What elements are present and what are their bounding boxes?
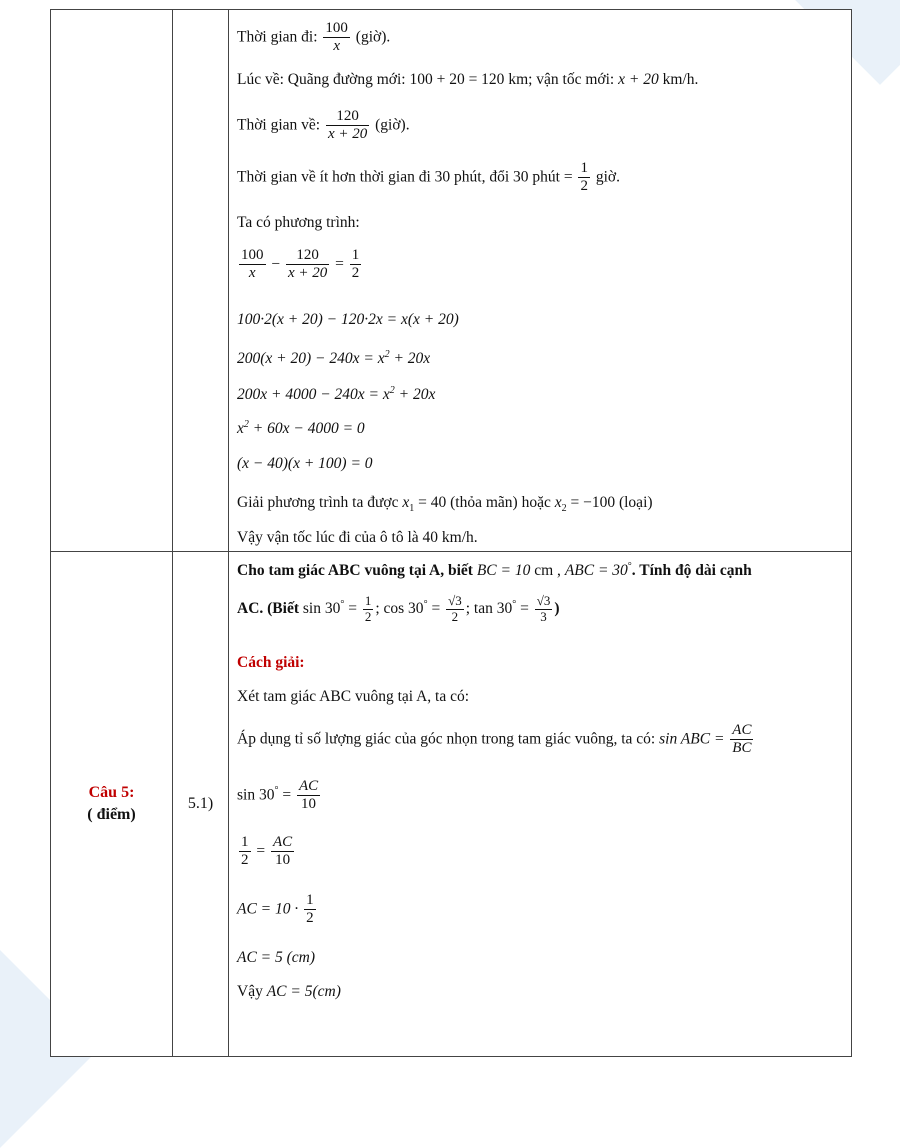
math: x + 20 [618,71,659,88]
equation-6: (x − 40)(x + 100) = 0 [237,455,373,472]
numerator: 1 [304,892,316,910]
degree: ° [512,598,517,610]
denominator: x [248,265,256,282]
fraction [578,160,590,196]
text: Giải phương trình ta được [237,494,399,511]
math: sin 30 [302,600,341,617]
math: 200(x + 20) − 240x = x [237,350,385,368]
text: giờ. [595,168,620,186]
fraction [535,594,553,625]
fraction [239,247,266,283]
solution-cell-part-a [229,10,852,552]
denominator: 2 [580,178,588,195]
solution-table [50,9,852,1057]
solution-step-2 [237,722,755,758]
text: Vậy [237,983,263,1000]
text: Thời gian về ít hơn thời gian đi 30 phút, đổi 30 phút [237,168,560,186]
math: ; tan 30 [465,600,513,617]
math: − [271,255,281,273]
math: BC = 10 [476,562,531,580]
exponent: 2 [389,385,395,396]
math: AC = 5(cm) [266,983,341,1000]
math: + 20x [398,386,436,404]
fraction [323,20,350,56]
sub-label-cell [173,552,229,1057]
denominator: x + 20 [327,126,368,143]
math: x [402,494,410,511]
denominator: BC [732,740,752,757]
text: Ta có phương trình: [237,214,360,231]
math: = [563,168,573,186]
fraction [297,778,320,814]
math: x [237,420,244,438]
numerator: AC [730,722,753,740]
denominator: 10 [301,796,317,813]
text: Thời gian về: [237,116,321,134]
numerator: 1 [239,834,251,852]
numerator: 120 [286,247,329,265]
text: (giờ). [375,116,410,134]
text: Cho tam giác ABC vuông tại A, biết [237,562,473,580]
math: = [348,600,357,617]
fraction [286,247,329,283]
text: km; vận tốc mới: [508,71,615,88]
math: + 20x [393,350,431,368]
numerator: 100 [239,247,266,265]
text: Lúc về: Quãng đường mới: [237,71,406,88]
text: Thời gian đi: [237,28,318,46]
exponent: 2 [243,419,249,430]
equation-5 [237,420,365,437]
text: . Tính độ dài cạnh [631,562,752,580]
equation-2: 100·2(x + 20) − 120·2x = x(x + 20) [237,311,459,328]
solution-step-1: Xét tam giác ABC vuông tại A, ta có: [237,688,470,705]
table-row [51,10,852,552]
math: = [520,600,529,617]
math: ABC = 30 [564,562,628,580]
question-label-cell-empty [51,10,173,552]
subscript: 2 [561,503,567,515]
text: Áp dụng tỉ số lượng giác của góc nhọn trong tam giác vuông, ta có: [237,730,656,748]
degree: ° [274,785,279,797]
question-label-cell [51,552,173,1057]
fraction [350,247,362,283]
line-time-return [237,108,410,144]
text: ) [554,600,560,617]
subscript: 1 [409,503,415,515]
line-equation-intro [237,215,360,231]
fraction [326,108,369,144]
fraction [304,892,316,928]
fraction [730,722,753,758]
problem-statement-line-1 [237,562,752,579]
math: 100 + 20 = 120 [409,71,505,88]
math: sin ABC = [659,730,725,748]
numerator: 100 [323,20,350,38]
denominator: 3 [540,608,547,624]
math: = 40 [418,494,447,511]
denominator: 2 [351,265,360,282]
math: = [431,600,441,617]
question-label: Câu 5: [88,784,135,801]
math: ; cos 30 [375,600,424,617]
denominator: 2 [451,608,459,624]
math: x [554,494,562,511]
numerator: 1 [350,247,362,265]
line-solution [237,495,653,514]
solution-step-5 [237,892,318,928]
fraction [271,834,294,870]
solution-step-3 [237,778,322,814]
math: = −100 [570,494,616,511]
text: km/h. [662,71,699,88]
math: 200x + 4000 − 240x = x [237,386,390,404]
numerator: √3 [536,593,551,608]
degree: ° [340,598,345,610]
line-conclusion: Vậy vận tốc lúc đi của ô tô là 40 km/h. [237,529,478,546]
text: (giờ). [355,28,391,46]
problem-statement-line-2 [237,594,560,625]
text: cm , [534,562,561,580]
numerator: 1 [578,160,590,178]
denominator: 2 [241,852,249,869]
math: AC = 10 · [237,900,299,918]
equation-1 [237,247,363,283]
exponent: 2 [384,349,390,360]
fraction [239,834,251,870]
denominator: x + 20 [288,265,328,282]
table-row [51,552,852,1057]
math: + 60x − 4000 = 0 [252,420,365,438]
degree: ° [423,598,428,610]
line-time-difference [237,160,620,196]
question-points: ( điểm) [87,806,136,823]
sub-question-label: 5.1) [187,795,214,812]
fraction [446,594,464,625]
numerator: 1 [364,593,372,608]
solution-conclusion [237,984,341,1000]
sub-label-cell-empty [173,10,229,552]
math: = [282,786,292,804]
equation-4 [237,386,435,403]
degree: ° [627,561,632,572]
text: (thỏa mãn) hoặc [450,494,551,511]
denominator: 10 [275,852,291,869]
denominator: 2 [306,910,314,927]
math: sin 30 [237,786,275,804]
fraction [363,594,374,625]
numerator: 120 [326,108,369,126]
equation-3 [237,350,430,367]
math: = [335,255,344,273]
line-return-distance [237,72,698,88]
line-time-go [237,20,390,56]
denominator: 2 [364,608,372,624]
denominator: x [333,38,340,55]
solution-cell-question5 [229,552,852,1057]
math: = [256,842,266,860]
method-heading: Cách giải: [237,654,305,671]
text: (loại) [618,494,653,511]
numerator: AC [297,778,320,796]
numerator: AC [271,834,294,852]
numerator: √3 [448,593,462,608]
text: AC. (Biết [237,600,299,617]
solution-step-4 [237,834,296,870]
solution-step-6: AC = 5 (cm) [237,949,316,966]
